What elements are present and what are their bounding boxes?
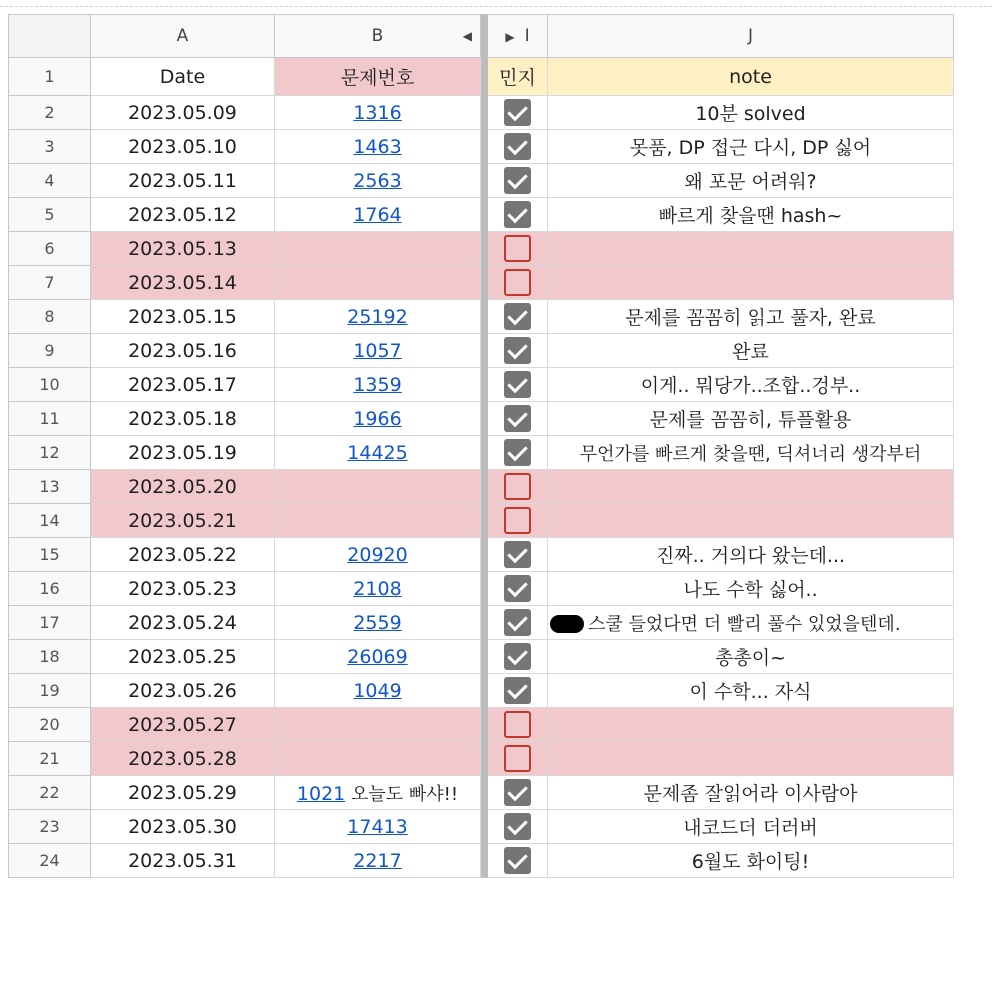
problem-link[interactable]: 1764 <box>353 203 402 226</box>
unchecked-checkbox-icon[interactable] <box>504 745 531 772</box>
problem-cell[interactable] <box>275 164 481 198</box>
problem-link[interactable]: 20920 <box>347 543 408 566</box>
problem-cell[interactable] <box>275 96 481 130</box>
problem-link[interactable]: 1966 <box>353 407 402 430</box>
hidden-columns-divider <box>481 300 488 334</box>
table-row <box>9 232 954 266</box>
note-cell[interactable] <box>548 844 954 878</box>
minji-checkbox-cell[interactable] <box>488 538 548 572</box>
note-text: 나도 수학 싫어.. <box>683 579 818 601</box>
table-row <box>9 266 954 300</box>
table-row <box>9 198 954 232</box>
hidden-columns-divider <box>481 436 488 470</box>
minji-checkbox-cell[interactable] <box>488 606 548 640</box>
problem-link[interactable]: 14425 <box>347 441 408 464</box>
table-row <box>9 334 954 368</box>
date-cell[interactable]: 2023.05.13 <box>91 232 275 266</box>
note-cell[interactable] <box>548 606 954 640</box>
checked-checkbox-icon[interactable] <box>504 99 531 126</box>
checked-checkbox-icon[interactable] <box>504 201 531 228</box>
note-cell[interactable] <box>548 198 954 232</box>
row-number[interactable]: 2 <box>9 96 91 130</box>
note-text: 문제좀 잘읽어라 이사람아 <box>643 783 858 805</box>
note-cell[interactable] <box>548 538 954 572</box>
note-text: 무언가를 빠르게 찾을땐, 딕셔너리 생각부터 <box>579 443 922 465</box>
date-cell[interactable]: 2023.05.29 <box>91 776 275 810</box>
date-cell[interactable]: 2023.05.20 <box>91 470 275 504</box>
collapse-left-arrow-icon[interactable]: ◀ <box>462 29 472 43</box>
date-header-cell[interactable]: Date <box>91 58 275 96</box>
checked-checkbox-icon[interactable] <box>504 133 531 160</box>
minji-checkbox-cell[interactable] <box>488 810 548 844</box>
problem-cell[interactable] <box>275 334 481 368</box>
row-number[interactable]: 9 <box>9 334 91 368</box>
date-cell[interactable]: 2023.05.12 <box>91 198 275 232</box>
minji-checkbox-cell[interactable] <box>488 776 548 810</box>
row-number[interactable]: 21 <box>9 742 91 776</box>
note-cell[interactable] <box>548 572 954 606</box>
row-number[interactable]: 8 <box>9 300 91 334</box>
table-row <box>9 402 954 436</box>
hidden-columns-divider <box>481 96 488 130</box>
problem-link[interactable]: 25192 <box>347 305 408 328</box>
note-cell[interactable] <box>548 708 954 742</box>
hidden-columns-divider <box>481 58 488 96</box>
date-cell[interactable]: 2023.05.21 <box>91 504 275 538</box>
redaction-mark <box>550 615 584 633</box>
note-cell[interactable] <box>548 334 954 368</box>
table-row <box>9 538 954 572</box>
minji-checkbox-cell[interactable] <box>488 504 548 538</box>
problem-cell[interactable] <box>275 470 481 504</box>
problem-cell[interactable] <box>275 810 481 844</box>
problem-cell[interactable] <box>275 572 481 606</box>
note-text: 빠르게 찾을땐 hash~ <box>658 205 843 227</box>
row-number[interactable]: 5 <box>9 198 91 232</box>
minji-checkbox-cell[interactable] <box>488 198 548 232</box>
date-cell[interactable]: 2023.05.28 <box>91 742 275 776</box>
note-cell[interactable] <box>548 470 954 504</box>
date-cell[interactable]: 2023.05.14 <box>91 266 275 300</box>
problem-link[interactable]: 1316 <box>353 101 402 124</box>
problem-link[interactable]: 2217 <box>353 849 402 872</box>
problem-link[interactable]: 17413 <box>347 815 408 838</box>
row-number[interactable]: 7 <box>9 266 91 300</box>
problem-cell[interactable] <box>275 130 481 164</box>
table-row <box>9 844 954 878</box>
table-row <box>9 130 954 164</box>
problem-link[interactable]: 1359 <box>353 373 402 396</box>
hidden-columns-divider[interactable] <box>481 15 488 58</box>
problem-cell[interactable] <box>275 436 481 470</box>
minji-checkbox-cell[interactable] <box>488 708 548 742</box>
checked-checkbox-icon[interactable] <box>504 167 531 194</box>
row-number[interactable]: 24 <box>9 844 91 878</box>
row-number[interactable]: 3 <box>9 130 91 164</box>
table-row <box>9 640 954 674</box>
row-number[interactable]: 15 <box>9 538 91 572</box>
problem-cell[interactable] <box>275 266 481 300</box>
date-cell[interactable]: 2023.05.17 <box>91 368 275 402</box>
row-number[interactable]: 22 <box>9 776 91 810</box>
date-cell[interactable]: 2023.05.18 <box>91 402 275 436</box>
table-row <box>9 300 954 334</box>
problem-link[interactable]: 1049 <box>353 679 402 702</box>
minji-checkbox-cell[interactable] <box>488 640 548 674</box>
hidden-columns-divider <box>481 538 488 572</box>
note-text: 문제를 꼼꼼히, 튜플활용 <box>649 409 852 431</box>
note-cell[interactable] <box>548 266 954 300</box>
problem-cell[interactable] <box>275 198 481 232</box>
column-header-i-label: I <box>524 26 530 46</box>
unchecked-checkbox-icon[interactable] <box>504 473 531 500</box>
row-number[interactable]: 14 <box>9 504 91 538</box>
note-text: 내코드더 더러버 <box>683 817 818 839</box>
minji-checkbox-cell[interactable] <box>488 844 548 878</box>
checked-checkbox-icon[interactable] <box>504 813 531 840</box>
note-cell[interactable] <box>548 776 954 810</box>
checked-checkbox-icon[interactable] <box>504 575 531 602</box>
date-cell[interactable]: 2023.05.30 <box>91 810 275 844</box>
problem-cell[interactable] <box>275 708 481 742</box>
checked-checkbox-icon[interactable] <box>504 405 531 432</box>
checked-checkbox-icon[interactable] <box>504 541 531 568</box>
problem-cell[interactable] <box>275 674 481 708</box>
checked-checkbox-icon[interactable] <box>504 609 531 636</box>
header-data-row <box>9 58 954 96</box>
hidden-columns-divider <box>481 572 488 606</box>
problem-cell[interactable] <box>275 742 481 776</box>
note-text: 완료 <box>732 341 769 363</box>
minji-checkbox-cell[interactable] <box>488 742 548 776</box>
table-row <box>9 572 954 606</box>
minji-checkbox-cell[interactable] <box>488 572 548 606</box>
hidden-columns-divider <box>481 708 488 742</box>
minji-checkbox-cell[interactable] <box>488 470 548 504</box>
note-cell[interactable] <box>548 164 954 198</box>
minji-checkbox-cell[interactable] <box>488 164 548 198</box>
note-cell[interactable] <box>548 674 954 708</box>
minji-checkbox-cell[interactable] <box>488 368 548 402</box>
date-cell[interactable]: 2023.05.22 <box>91 538 275 572</box>
hidden-columns-divider <box>481 674 488 708</box>
hidden-columns-divider <box>481 640 488 674</box>
row-number[interactable]: 1 <box>9 58 91 96</box>
unchecked-checkbox-icon[interactable] <box>504 711 531 738</box>
note-cell[interactable] <box>548 742 954 776</box>
table-row <box>9 606 954 640</box>
row-number[interactable]: 4 <box>9 164 91 198</box>
problem-header-cell[interactable]: 문제번호 <box>275 58 481 96</box>
column-header-a[interactable]: A <box>91 15 275 58</box>
expand-right-arrow-icon[interactable]: ▶ <box>505 30 515 44</box>
problem-link[interactable]: 2559 <box>353 611 402 634</box>
note-text: 총총이~ <box>715 647 786 669</box>
row-number[interactable]: 18 <box>9 640 91 674</box>
table-row <box>9 470 954 504</box>
problem-cell[interactable] <box>275 368 481 402</box>
unchecked-checkbox-icon[interactable] <box>504 507 531 534</box>
date-cell[interactable]: 2023.05.10 <box>91 130 275 164</box>
checked-checkbox-icon[interactable] <box>504 677 531 704</box>
problem-cell[interactable] <box>275 300 481 334</box>
column-header-b[interactable] <box>275 15 481 58</box>
hidden-columns-divider <box>481 368 488 402</box>
row-number[interactable]: 10 <box>9 368 91 402</box>
problem-cell[interactable] <box>275 640 481 674</box>
problem-cell[interactable] <box>275 776 481 810</box>
note-text: 왜 포문 어려워? <box>684 171 817 193</box>
hidden-columns-divider <box>481 232 488 266</box>
row-number[interactable]: 19 <box>9 674 91 708</box>
checked-checkbox-icon[interactable] <box>504 303 531 330</box>
sheet-grid <box>8 14 954 878</box>
hidden-columns-divider <box>481 402 488 436</box>
date-cell[interactable]: 2023.05.09 <box>91 96 275 130</box>
checked-checkbox-icon[interactable] <box>504 371 531 398</box>
problem-comment: 오늘도 빠샤!! <box>345 783 459 805</box>
row-number[interactable]: 16 <box>9 572 91 606</box>
date-cell[interactable]: 2023.05.16 <box>91 334 275 368</box>
table-row <box>9 708 954 742</box>
note-text: 스쿨 들었다면 더 빨리 풀수 있었을텐데. <box>588 613 901 635</box>
row-number[interactable]: 20 <box>9 708 91 742</box>
checked-checkbox-icon[interactable] <box>504 337 531 364</box>
table-row <box>9 742 954 776</box>
table-row <box>9 776 954 810</box>
note-cell[interactable] <box>548 504 954 538</box>
date-cell[interactable]: 2023.05.23 <box>91 572 275 606</box>
hidden-columns-divider <box>481 810 488 844</box>
unchecked-checkbox-icon[interactable] <box>504 269 531 296</box>
problem-cell[interactable] <box>275 402 481 436</box>
minji-checkbox-cell[interactable] <box>488 674 548 708</box>
hidden-columns-divider <box>481 470 488 504</box>
problem-link[interactable]: 2108 <box>353 577 402 600</box>
row-number[interactable]: 11 <box>9 402 91 436</box>
problem-link[interactable]: 2563 <box>353 169 402 192</box>
note-cell[interactable] <box>548 436 954 470</box>
note-text: 이게.. 뭐당가..조합..겅부.. <box>640 375 861 397</box>
note-cell[interactable] <box>548 232 954 266</box>
note-text: 10분 solved <box>695 103 806 125</box>
hidden-columns-divider <box>481 776 488 810</box>
note-cell[interactable] <box>548 640 954 674</box>
date-cell[interactable]: 2023.05.26 <box>91 674 275 708</box>
problem-link[interactable]: 1021 <box>296 782 346 805</box>
hidden-columns-divider <box>481 844 488 878</box>
date-cell[interactable]: 2023.05.15 <box>91 300 275 334</box>
column-header-b-label: B <box>371 26 384 46</box>
date-cell[interactable]: 2023.05.25 <box>91 640 275 674</box>
date-cell[interactable]: 2023.05.24 <box>91 606 275 640</box>
hidden-columns-divider <box>481 334 488 368</box>
hidden-columns-divider <box>481 504 488 538</box>
table-row <box>9 164 954 198</box>
minji-checkbox-cell[interactable] <box>488 130 548 164</box>
checked-checkbox-icon[interactable] <box>504 439 531 466</box>
problem-cell[interactable] <box>275 606 481 640</box>
date-cell[interactable]: 2023.05.19 <box>91 436 275 470</box>
hidden-columns-divider <box>481 164 488 198</box>
select-all-corner[interactable] <box>9 15 91 58</box>
hidden-columns-divider <box>481 266 488 300</box>
column-header-i[interactable] <box>488 15 548 58</box>
problem-link[interactable]: 26069 <box>347 645 408 668</box>
checked-checkbox-icon[interactable] <box>504 643 531 670</box>
date-cell[interactable]: 2023.05.27 <box>91 708 275 742</box>
table-row <box>9 436 954 470</box>
note-cell[interactable] <box>548 96 954 130</box>
note-cell[interactable] <box>548 130 954 164</box>
problem-link[interactable]: 1057 <box>353 339 402 362</box>
problem-cell[interactable] <box>275 232 481 266</box>
date-cell[interactable]: 2023.05.11 <box>91 164 275 198</box>
hidden-columns-divider <box>481 198 488 232</box>
problem-link[interactable]: 1463 <box>353 135 402 158</box>
table-row <box>9 96 954 130</box>
row-number[interactable]: 12 <box>9 436 91 470</box>
note-text: 문제를 꼼꼼히 읽고 풀자, 완료 <box>625 307 876 329</box>
minji-checkbox-cell[interactable] <box>488 232 548 266</box>
frozen-divider <box>0 6 992 7</box>
problem-cell[interactable] <box>275 844 481 878</box>
minji-checkbox-cell[interactable] <box>488 300 548 334</box>
note-text: 6월도 화이팅! <box>691 851 810 873</box>
column-header-row <box>9 15 954 58</box>
note-header-cell[interactable]: note <box>548 58 954 96</box>
hidden-columns-divider <box>481 130 488 164</box>
note-cell[interactable] <box>548 300 954 334</box>
note-text: 못품, DP 접근 다시, DP 싫어 <box>629 137 872 159</box>
note-cell[interactable] <box>548 810 954 844</box>
row-number[interactable]: 17 <box>9 606 91 640</box>
note-text: 이 수학... 자식 <box>689 681 812 703</box>
checked-checkbox-icon[interactable] <box>504 847 531 874</box>
hidden-columns-divider <box>481 742 488 776</box>
minji-checkbox-cell[interactable] <box>488 266 548 300</box>
table-row <box>9 368 954 402</box>
date-cell[interactable]: 2023.05.31 <box>91 844 275 878</box>
row-number[interactable]: 6 <box>9 232 91 266</box>
minji-checkbox-cell[interactable] <box>488 334 548 368</box>
table-row <box>9 504 954 538</box>
table-row <box>9 674 954 708</box>
minji-header-cell[interactable]: 민지 <box>488 58 548 96</box>
unchecked-checkbox-icon[interactable] <box>504 235 531 262</box>
hidden-columns-divider <box>481 606 488 640</box>
minji-checkbox-cell[interactable] <box>488 96 548 130</box>
note-text: 진짜.. 거의다 왔는데... <box>655 545 846 567</box>
checked-checkbox-icon[interactable] <box>504 779 531 806</box>
problem-cell[interactable] <box>275 504 481 538</box>
row-number[interactable]: 23 <box>9 810 91 844</box>
row-number[interactable]: 13 <box>9 470 91 504</box>
note-cell[interactable] <box>548 402 954 436</box>
problem-cell[interactable] <box>275 538 481 572</box>
table-row <box>9 810 954 844</box>
minji-checkbox-cell[interactable] <box>488 402 548 436</box>
note-cell[interactable] <box>548 368 954 402</box>
minji-checkbox-cell[interactable] <box>488 436 548 470</box>
column-header-j[interactable]: J <box>548 15 954 58</box>
